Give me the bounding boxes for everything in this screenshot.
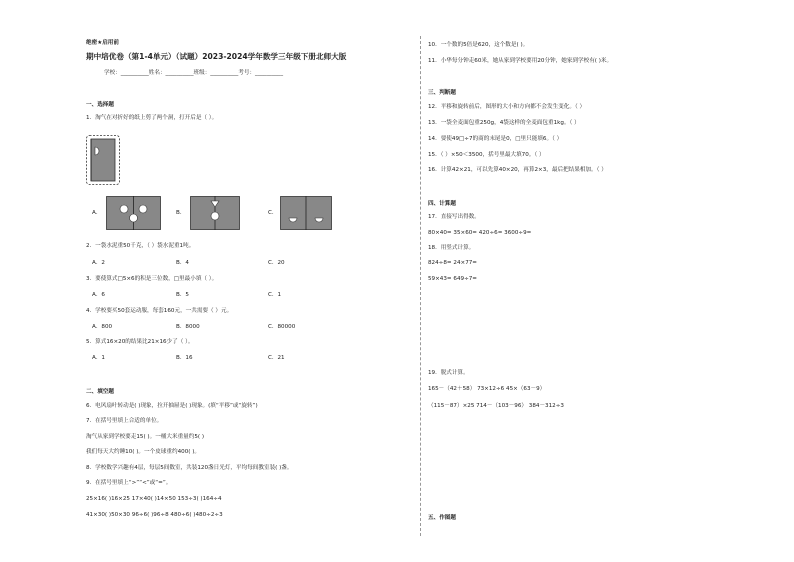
q17-row: 80×40= 35×60= 420÷6= 3600÷9= <box>428 230 532 236</box>
section-fill: 二、填空题 <box>86 389 114 395</box>
q9-stem: 9．在括号里填上“>”“<”或“=”。 <box>86 480 172 486</box>
q2-option-a[interactable]: A．2 <box>92 260 105 266</box>
q5-option-c[interactable]: C．21 <box>268 355 285 361</box>
section-judge: 三、判断题 <box>428 90 456 96</box>
q8-stem: 8．学校数学兴趣有4层，每层5间数室，共装120盏日光灯，平均每间教室装( )盏。 <box>86 465 293 471</box>
q3-option-c[interactable]: C．1 <box>268 292 282 298</box>
q18-line-a: 824÷8= 24×77= <box>428 260 477 266</box>
q19-stem: 19．脱式计算。 <box>428 370 469 376</box>
q1-option-b-figure <box>190 196 240 230</box>
q19-line-b: （115－87）×25 714－（103－96） 384－312÷3 <box>428 403 564 409</box>
q7-stem: 7．在括号里填上合适的单位。 <box>86 418 163 424</box>
q3-option-a[interactable]: A．6 <box>92 292 105 298</box>
q3-stem: 3．要使算式□5×6的积是三位数，□里最小填（ ）。 <box>86 276 218 282</box>
q18-stem: 18．用竖式计算。 <box>428 245 475 251</box>
q3-option-b[interactable]: B．5 <box>176 292 189 298</box>
q18-line-b: 59×43= 649÷7= <box>428 276 477 282</box>
q1-stem: 1．淘气在对折好的纸上剪了两个洞，打开后是（ ）。 <box>86 115 218 121</box>
q1-option-a[interactable]: A． <box>92 210 102 216</box>
q1-option-c-figure <box>280 196 332 230</box>
q13-stem: 13．一袋全麦面包重250g，4袋这样的全麦面包重1kg。（ ） <box>428 120 580 126</box>
q4-option-b[interactable]: B．8000 <box>176 324 200 330</box>
q4-option-a[interactable]: A．800 <box>92 324 113 330</box>
q1-option-b[interactable]: B． <box>176 210 186 216</box>
q17-stem: 17．直接写出得数。 <box>428 214 480 220</box>
q7-line-b: 我们每天大约睡10( )。一个皮球重约400( )。 <box>86 449 200 455</box>
q14-stem: 14．要使49□÷7的商的末尾是0，□里只能填6。（ ） <box>428 136 563 142</box>
q12-stem: 12．平移和旋转前后，图形的大小和方向都不会发生变化。（ ） <box>428 104 586 110</box>
q1-option-a-figure <box>106 196 161 230</box>
secret-label: 绝密★启用前 <box>86 40 119 46</box>
q2-option-c[interactable]: C．20 <box>268 260 285 266</box>
q11-stem: 11．小华每分钟走60米，她从家到学校要用20分钟，她家到学校有( )米。 <box>428 58 613 64</box>
q16-stem: 16．计算42×21，可以先算40×20，再算2×3，最后把结果相加。（ ） <box>428 167 607 173</box>
page-title: 期中培优卷（第1-4单元）（试题）2023-2024学年数学三年级下册北师大版 <box>86 52 347 61</box>
q15-stem: 15．（ ）×50＜3500，括号里最大填70。（ ） <box>428 152 545 158</box>
q5-option-a[interactable]: A．1 <box>92 355 105 361</box>
column-divider <box>420 36 421 536</box>
student-info-line: 学校：__________姓名：__________班级：__________考号：__________ <box>104 70 284 76</box>
section-draw: 五、作图题 <box>428 515 456 521</box>
q4-option-c[interactable]: C．80000 <box>268 324 296 330</box>
section-choice: 一、选择题 <box>86 102 114 108</box>
q19-line-a: 165－（42＋58） 73×12÷6 45×（63－9） <box>428 386 546 392</box>
q1-folded-paper-figure <box>86 135 120 185</box>
section-calc: 四、计算题 <box>428 201 456 207</box>
q6-stem: 6．电风扇叶转动是( )现象，拉开抽屉是( )现象。(填“平移”或“旋转”) <box>86 403 258 409</box>
q5-option-b[interactable]: B．16 <box>176 355 193 361</box>
q9-line-a: 25×16( )16×25 17×40( )14×50 153÷3( )164÷4 <box>86 496 222 502</box>
q5-stem: 5．算式16×20的结果比21×16少了（ ）。 <box>86 339 194 345</box>
q7-line-a: 淘气从家到学校要走15( )。一桶大米重量约5( ) <box>86 434 205 440</box>
q10-stem: 10．一个数的5倍是620，这个数是( )。 <box>428 42 529 48</box>
q2-stem: 2．一袋水泥重50千克，（ ）袋水泥重1吨。 <box>86 243 195 249</box>
q1-option-c[interactable]: C． <box>268 210 278 216</box>
q4-stem: 4．学校要买50套运动服，每套160元，一共需要（ ）元。 <box>86 308 233 314</box>
q2-option-b[interactable]: B．4 <box>176 260 189 266</box>
q9-line-b: 41×30( )50×30 96÷6( )96÷8 480÷6( )480÷2÷3 <box>86 512 223 518</box>
